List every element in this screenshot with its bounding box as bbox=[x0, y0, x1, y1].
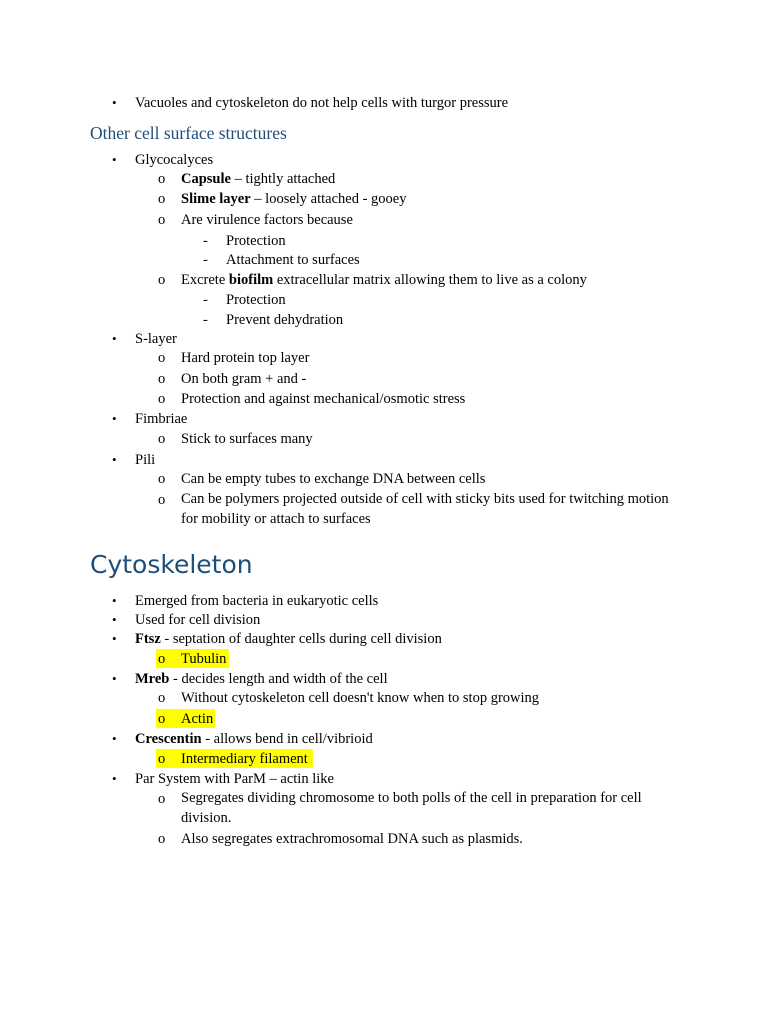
sub-bullet-marker: o bbox=[158, 212, 166, 228]
list-item: Protection bbox=[226, 233, 286, 249]
bullet-marker: • bbox=[112, 331, 117, 346]
list-item: Used for cell division bbox=[135, 612, 261, 628]
list-item: Attachment to surfaces bbox=[226, 252, 360, 268]
ftsz-item bbox=[135, 630, 442, 648]
slime-layer-description: – loosely attached - gooey bbox=[250, 191, 407, 207]
mreb-term: Mreb bbox=[135, 671, 170, 687]
list-item: Stick to surfaces many bbox=[181, 431, 313, 447]
ftsz-term: Ftsz bbox=[135, 631, 161, 647]
sub-bullet-marker: o bbox=[158, 272, 166, 288]
sub-bullet-marker: o bbox=[158, 431, 166, 447]
list-item: Protection bbox=[226, 292, 286, 308]
sub-bullet-marker: o bbox=[158, 651, 166, 667]
sub-bullet-marker: o bbox=[158, 350, 166, 366]
mreb-description: - decides length and width of the cell bbox=[169, 671, 388, 687]
pili-label: Pili bbox=[135, 452, 156, 468]
bullet-marker: • bbox=[112, 152, 117, 167]
list-item: Can be empty tubes to exchange DNA between cells bbox=[181, 471, 486, 487]
bullet-marker: • bbox=[112, 411, 117, 426]
glycocalyces-label: Glycocalyces bbox=[135, 152, 214, 168]
list-item: Hard protein top layer bbox=[181, 350, 310, 366]
slime-layer-term: Slime layer bbox=[181, 191, 251, 207]
capsule-item bbox=[181, 170, 335, 188]
bullet-marker: • bbox=[112, 95, 117, 110]
biofilm-prefix: Excrete bbox=[181, 272, 229, 288]
biofilm-term: biofilm bbox=[228, 272, 274, 288]
crescentin-description: - allows bend in cell/vibrioid bbox=[201, 731, 373, 747]
bullet-marker: • bbox=[112, 593, 117, 608]
list-item: Can be polymers projected outside of cell with sticky bits used for twitching motion for mobility or attach to surfaces bbox=[181, 491, 669, 527]
sub-bullet-marker: o bbox=[158, 492, 166, 508]
sub-bullet-marker: o bbox=[158, 371, 166, 387]
highlighted-item-intermediary-filament: Intermediary filament bbox=[181, 751, 308, 767]
s-layer-label: S-layer bbox=[135, 331, 177, 347]
dash-marker: - bbox=[203, 233, 208, 249]
sub-bullet-marker: o bbox=[158, 471, 166, 487]
list-item: Segregates dividing chromosome to both polls of the cell in preparation for cell division. bbox=[181, 790, 642, 826]
capsule-term: Capsule bbox=[181, 171, 231, 187]
bullet-marker: • bbox=[112, 452, 117, 467]
bullet-marker: • bbox=[112, 771, 117, 786]
capsule-description: – tightly attached bbox=[230, 171, 336, 187]
list-item: Emerged from bacteria in eukaryotic cells bbox=[135, 593, 379, 609]
dash-marker: - bbox=[203, 292, 208, 308]
highlighted-item-tubulin: Tubulin bbox=[181, 651, 227, 667]
virulence-item: Are virulence factors because bbox=[181, 212, 353, 228]
fimbriae-label: Fimbriae bbox=[135, 411, 188, 427]
sub-bullet-marker: o bbox=[158, 191, 166, 207]
bullet-marker: • bbox=[112, 731, 117, 746]
biofilm-item bbox=[181, 271, 587, 289]
list-item: Protection and against mechanical/osmotic stress bbox=[181, 391, 466, 407]
list-item: Without cytoskeleton cell doesn't know when to stop growing bbox=[181, 690, 540, 706]
sub-bullet-marker: o bbox=[158, 391, 166, 407]
section-heading-other-structures: Other cell surface structures bbox=[90, 123, 287, 143]
biofilm-description: extracellular matrix allowing them to live as a colony bbox=[273, 272, 587, 288]
bullet-marker: • bbox=[112, 631, 117, 646]
list-item: Prevent dehydration bbox=[226, 312, 344, 328]
dash-marker: - bbox=[203, 252, 208, 268]
list-item: Also segregates extrachromosomal DNA such as plasmids. bbox=[181, 831, 523, 847]
par-system-item: Par System with ParM – actin like bbox=[135, 771, 334, 787]
dash-marker: - bbox=[203, 312, 208, 328]
slime-layer-item bbox=[181, 190, 407, 208]
bullet-marker: • bbox=[112, 671, 117, 686]
mreb-item bbox=[135, 670, 388, 688]
crescentin-item bbox=[135, 730, 373, 748]
sub-bullet-marker: o bbox=[158, 831, 166, 847]
ftsz-description: - septation of daughter cells during cell division bbox=[160, 631, 442, 647]
highlighted-item-actin: Actin bbox=[181, 711, 214, 727]
crescentin-term: Crescentin bbox=[135, 731, 202, 747]
sub-bullet-marker: o bbox=[158, 690, 166, 706]
sub-bullet-marker: o bbox=[158, 711, 166, 727]
intro-text: Vacuoles and cytoskeleton do not help cells with turgor pressure bbox=[135, 95, 509, 111]
list-item: On both gram + and - bbox=[181, 371, 307, 387]
section-heading-cytoskeleton: Cytoskeleton bbox=[90, 550, 253, 579]
sub-bullet-marker: o bbox=[158, 171, 166, 187]
sub-bullet-marker: o bbox=[158, 791, 166, 807]
sub-bullet-marker: o bbox=[158, 751, 166, 767]
bullet-marker: • bbox=[112, 612, 117, 627]
